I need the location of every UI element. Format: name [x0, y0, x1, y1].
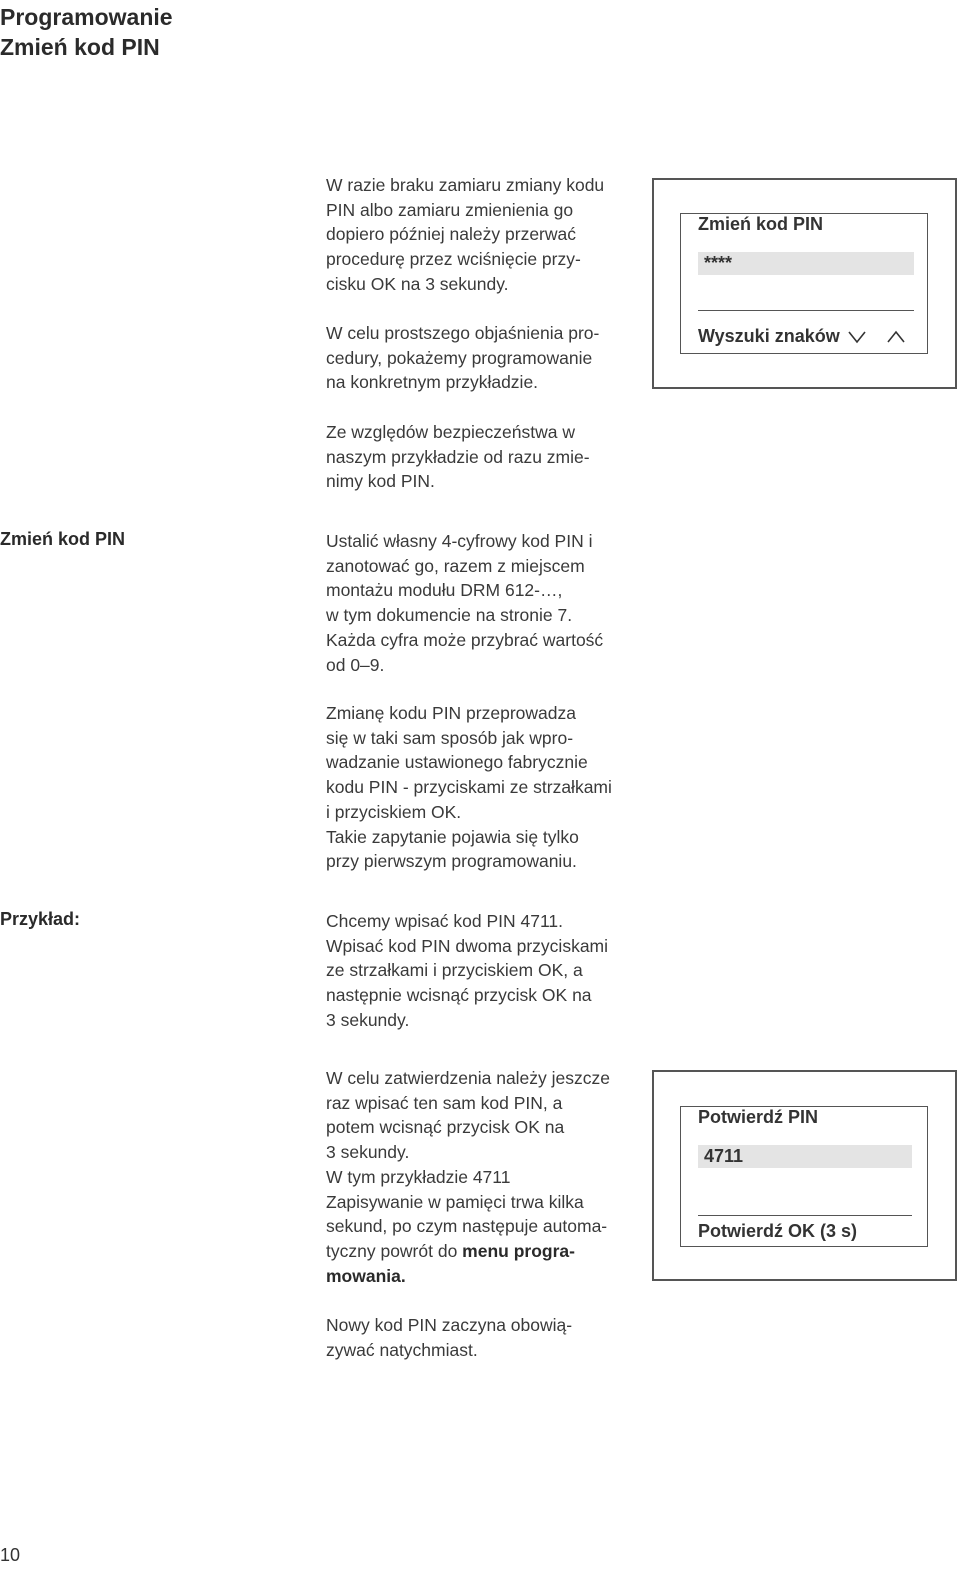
text-line: Zmianę kodu PIN przeprowadza	[326, 703, 576, 723]
display-pin-field	[698, 252, 914, 275]
display-illustration-change-pin	[652, 178, 957, 389]
text-line: W tym przykładzie 4711	[326, 1166, 511, 1187]
paragraph-cancel-info	[326, 173, 636, 297]
text-line: przy pierwszym programowaniu.	[326, 851, 577, 872]
paragraph-confirm	[326, 1066, 636, 1288]
text-line: Każda cyfra może przybrać wartość	[326, 629, 604, 650]
text-line: Ze względów bezpieczeństwa w	[326, 422, 576, 442]
text-line: zanotować go, razem z miejscem	[326, 555, 585, 576]
display-screen	[680, 1106, 928, 1247]
display-pin-field	[698, 1145, 912, 1168]
paragraph-security	[326, 420, 636, 494]
display-illustration-confirm-pin	[652, 1070, 957, 1281]
text-line	[326, 1264, 636, 1289]
text-line: zywać natychmiast.	[326, 1339, 478, 1360]
text-line: W razie braku zamiaru zmiany kodu	[326, 175, 605, 195]
text-fragment: tyczny powrót do	[326, 1240, 463, 1261]
page-title-section: Programowanie	[0, 4, 173, 30]
display-title: Zmień kod PIN	[698, 214, 824, 234]
text-line: W celu prostszego objaśnienia pro-	[326, 323, 600, 343]
chevron-down-icon	[847, 330, 867, 344]
paragraph-change-procedure	[326, 701, 636, 874]
display-confirm-label: Potwierdź OK (3 s)	[698, 1221, 858, 1241]
text-line: procedurę przez wciśnięcie przy-	[326, 249, 581, 270]
paragraph-set-pin	[326, 529, 636, 677]
text-line: od 0–9.	[326, 654, 385, 675]
text-line: 3 sekundy.	[326, 1142, 410, 1163]
text-line: się w taki sam sposób jak wpro-	[326, 727, 574, 748]
text-line: Ustalić własny 4-cyfrowy kod PIN i	[326, 531, 593, 551]
text-line: montażu modułu DRM 612-…,	[326, 580, 563, 601]
text-line: Zapisywanie w pamięci trwa kilka	[326, 1191, 584, 1212]
text-line: potem wcisnąć przycisk OK na	[326, 1117, 565, 1138]
page-title-topic: Zmień kod PIN	[0, 34, 160, 60]
text-line: w tym dokumencie na stronie 7.	[326, 605, 573, 626]
chevron-up-icon	[886, 330, 906, 344]
text-line: PIN albo zamiaru zmienienia go	[326, 199, 574, 220]
display-pin-value: 4711	[704, 1146, 744, 1166]
paragraph-effective	[326, 1313, 636, 1362]
display-pin-mask: ****	[704, 253, 733, 273]
display-screen	[680, 213, 928, 354]
paragraph-example-intro	[326, 321, 636, 395]
page-title	[0, 2, 173, 62]
text-line: na konkretnym przykładzie.	[326, 372, 539, 393]
page-number: 10	[0, 1545, 21, 1565]
display-bottom-row	[698, 326, 906, 347]
text-line: cedury, pokażemy programowanie	[326, 347, 593, 368]
text-line: następnie wcisnąć przycisk OK na	[326, 985, 592, 1006]
text-line: i przyciskiem OK.	[326, 801, 462, 822]
display-divider	[698, 310, 914, 311]
side-label-example: Przykład:	[0, 909, 81, 929]
text-line: ze strzałkami i przyciskiem OK, a	[326, 960, 583, 981]
text-line: cisku OK na 3 sekundy.	[326, 273, 509, 294]
menu-reference-bold: mowania.	[326, 1265, 406, 1286]
text-line: W celu zatwierdzenia należy jeszcze	[326, 1068, 611, 1088]
display-search-label: Wyszuki znaków	[698, 326, 840, 346]
text-line: Wpisać kod PIN dwoma przyciskami	[326, 935, 609, 956]
paragraph-example	[326, 909, 636, 1033]
text-line: naszym przykładzie od razu zmie-	[326, 446, 590, 467]
text-line: raz wpisać ten sam kod PIN, a	[326, 1092, 563, 1113]
side-label-change-pin: Zmień kod PIN	[0, 529, 126, 549]
text-line: Takie zapytanie pojawia się tylko	[326, 826, 579, 847]
display-title: Potwierdź PIN	[698, 1107, 819, 1127]
text-line: Nowy kod PIN zaczyna obowią-	[326, 1315, 573, 1335]
text-line	[326, 1239, 636, 1264]
text-line: wadzanie ustawionego fabrycznie	[326, 752, 588, 773]
text-line: dopiero później należy przerwać	[326, 224, 576, 245]
text-line: 3 sekundy.	[326, 1009, 410, 1030]
display-divider	[698, 1215, 912, 1216]
text-line: kodu PIN - przyciskami ze strzałkami	[326, 777, 612, 798]
text-line: sekund, po czym następuje automa-	[326, 1216, 608, 1237]
text-line: Chcemy wpisać kod PIN 4711.	[326, 911, 564, 931]
menu-reference-bold: menu progra-	[462, 1240, 575, 1261]
text-line: nimy kod PIN.	[326, 471, 435, 492]
